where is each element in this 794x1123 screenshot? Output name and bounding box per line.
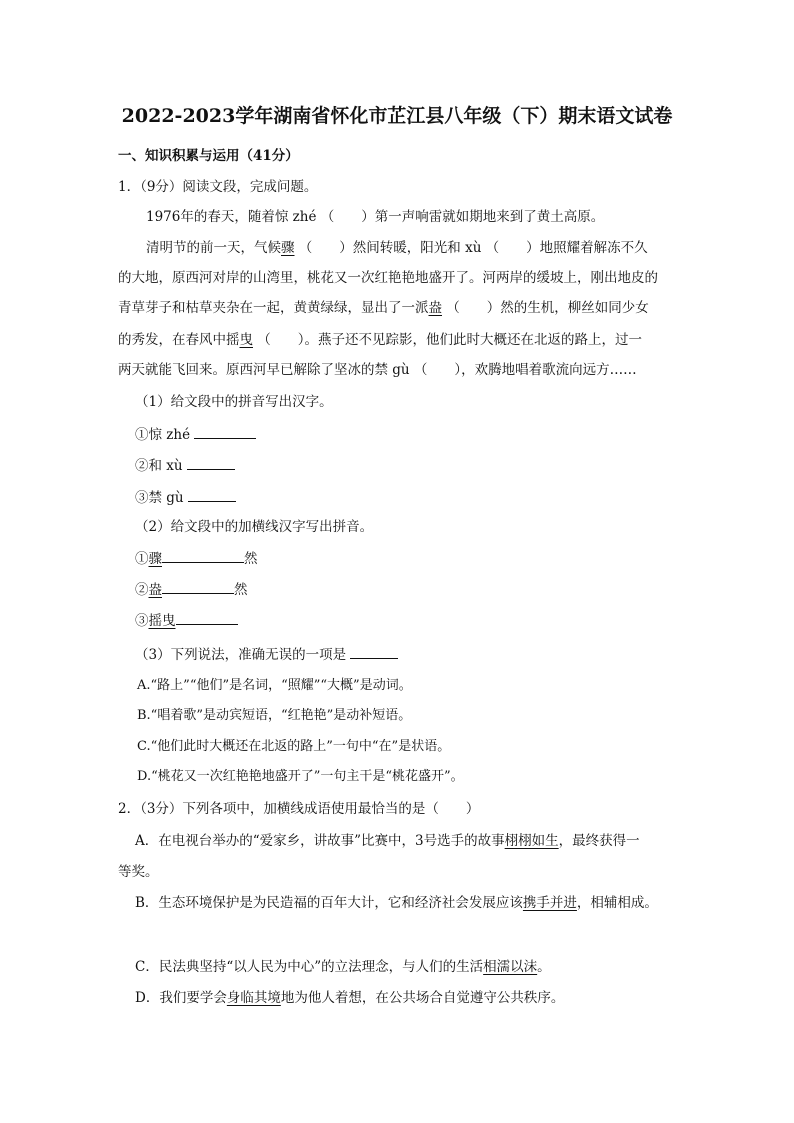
item-suffix: 然 <box>244 551 258 567</box>
passage-line <box>118 330 642 350</box>
q2-option-c <box>135 957 551 977</box>
option-text: 。 <box>537 959 551 975</box>
answer-item <box>135 579 248 600</box>
item-number: ② <box>135 582 149 598</box>
item-number: ① <box>135 551 149 567</box>
underlined-char: 盎 <box>428 300 442 316</box>
item-suffix: 然 <box>234 582 248 598</box>
answer-item <box>135 548 258 569</box>
q2-stem: 2．（3分）下列各项中，加横线成语使用最恰当的是（ ） <box>118 801 480 817</box>
passage-line <box>146 238 648 258</box>
answer-label: ②和 xù <box>135 458 187 474</box>
answer-label: ①惊 zhé <box>135 427 195 443</box>
option-text: 地为他人着想，在公共场合自觉遵守公共秩序。 <box>280 990 565 1006</box>
option-text: D．我们要学会 <box>135 990 227 1006</box>
underlined-idiom: 相濡以沫 <box>483 959 538 975</box>
sub-question-2: （2）给文段中的加横线汉字写出拼音。 <box>135 519 374 535</box>
option-text: B．生态环境保护是为民造福的百年大计，它和经济社会发展应该 <box>135 895 523 911</box>
underlined-char: 骤 <box>281 240 295 256</box>
option-text: ，最终获得一 <box>558 833 640 849</box>
option-text: C．民法典坚持“以人民为中心”的立法理念，与人们的生活 <box>135 959 484 975</box>
q2-option-a-cont: 等奖。 <box>118 864 159 880</box>
passage-text: （ ）。燕子还不见踪影，他们此时大概还在北返的路上，过一 <box>257 332 643 348</box>
answer-item <box>135 424 256 445</box>
underlined-idiom: 身临其境 <box>226 990 281 1006</box>
passage-text: 清明节的前一天，气候 <box>146 240 281 256</box>
answer-blank[interactable] <box>162 548 244 563</box>
item-number: ③ <box>135 613 149 629</box>
answer-item <box>135 610 238 631</box>
answer-blank[interactable] <box>188 487 236 502</box>
option-a: A.“路上”“他们”是名词，“照耀”“大概”是动词。 <box>137 678 412 693</box>
answer-blank[interactable] <box>162 579 234 594</box>
passage-line: 1976年的春天，随着惊 zhé （ ）第一声响雷就如期地来到了黄土高原。 <box>146 209 605 225</box>
sub-question-3 <box>135 644 398 665</box>
option-text: ，相辅相成。 <box>576 895 658 911</box>
q2-option-a <box>135 831 640 851</box>
passage-line: 的大地，原西河对岸的山湾里，桃花又一次红艳艳地盛开了。河两岸的缓坡上，刚出地皮的 <box>118 270 658 286</box>
underlined-char: 曳 <box>239 332 253 348</box>
answer-label: ③禁 gù <box>135 490 188 506</box>
underlined-char: 骤 <box>148 551 162 567</box>
exam-title: 2022-2023学年湖南省怀化市芷江县八年级（下）期末语文试卷 <box>121 105 673 127</box>
passage-text: （ ）然的生机，柳丝如同少女 <box>446 300 649 316</box>
option-d: D.“桃花又一次红艳艳地盛开了”一句主干是“桃花盛开”。 <box>137 769 464 784</box>
section-heading: 一、知识积累与运用（41分） <box>118 148 299 164</box>
q2-option-d <box>135 988 564 1008</box>
answer-item <box>135 455 235 476</box>
passage-text: 青草芽子和枯草夹杂在一起，黄黄绿绿，显出了一派 <box>118 300 429 316</box>
sub-question-3-text: （3）下列说法，准确无误的一项是 <box>135 647 347 663</box>
q1-stem: 1．（9分）阅读文段，完成问题。 <box>118 179 318 195</box>
underlined-idiom: 携手并进 <box>522 895 577 911</box>
answer-blank[interactable] <box>194 424 256 439</box>
underlined-idiom: 栩栩如生 <box>504 833 559 849</box>
answer-blank[interactable] <box>187 455 235 470</box>
underlined-char: 摇曳 <box>148 613 176 629</box>
q2-option-b <box>135 893 658 913</box>
option-c: C.“他们此时大概还在北返的路上”一句中“在”是状语。 <box>137 739 451 754</box>
option-text: A．在电视台举办的“爱家乡，讲故事”比赛中，3号选手的故事 <box>135 833 505 849</box>
option-b: B.“唱着歌”是动宾短语，“红艳艳”是动补短语。 <box>137 708 412 723</box>
answer-blank[interactable] <box>350 644 398 659</box>
answer-item <box>135 487 236 508</box>
passage-line <box>118 298 649 318</box>
passage-line: 两天就能飞回来。原西河早已解除了坚冰的禁 gù （ ），欢腾地唱着歌流向远方…… <box>118 362 637 378</box>
underlined-char: 盎 <box>148 582 162 598</box>
sub-question-1: （1）给文段中的拼音写出汉字。 <box>135 394 333 410</box>
answer-blank[interactable] <box>176 610 238 625</box>
passage-text: 的秀发，在春风中摇 <box>118 332 240 348</box>
passage-text: （ ）然间转暖，阳光和 xù （ ）地照耀着解冻不久 <box>294 240 648 256</box>
